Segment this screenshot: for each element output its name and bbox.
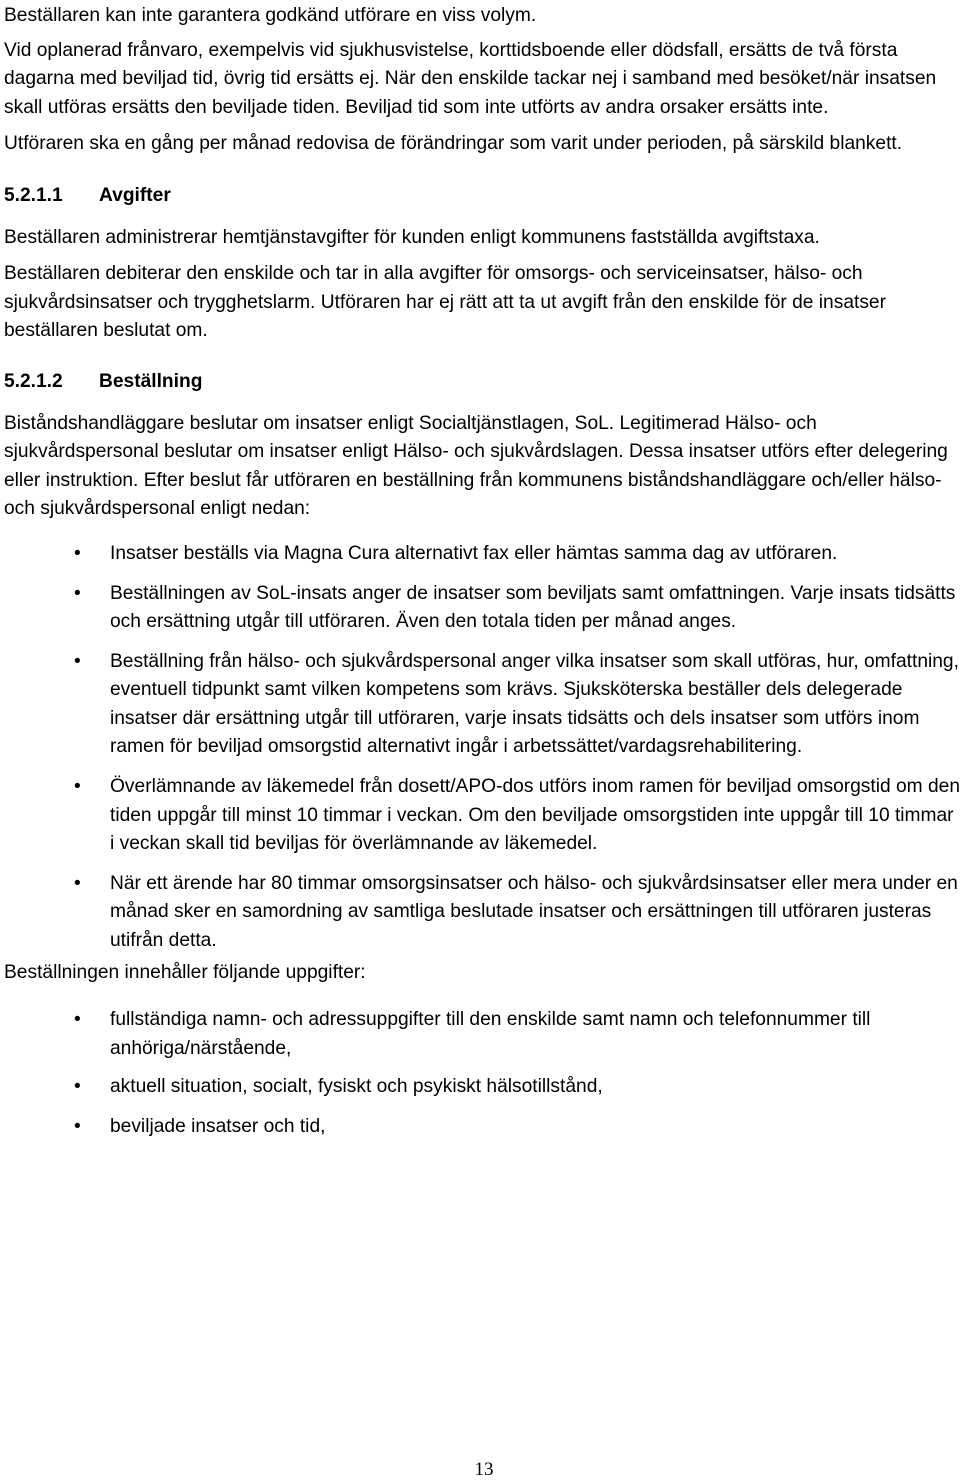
paragraph-fees-admin: Beställaren administrerar hemtjänstavgifter för kunden enligt kommunens fastställda avgiftstaxa. [4, 226, 820, 248]
section-heading-avgifter [4, 182, 960, 211]
paragraph-fees-debit: Beställaren debiterar den enskilde och tar in alla avgifter för omsorgs- och serviceinsatser, hälso- och sjukvårdsinsatser och trygghetslarm. Utföraren har ej rätt att ta ut avgift från den enskilde för de insatser beställaren beslutat om. [4, 263, 886, 342]
document-page [4, 0, 960, 1142]
paragraph-absence: Vid oplanerad frånvaro, exempelvis vid sjukhusvistelse, korttidsboende eller dödsfall, ersätts de två första dagarna med beviljad tid, övrig tid ersätts ej. När den enskilde tackar nej i samband med besöket/när insatsen skall utföras ersätts den beviljade tiden. Beviljad tid som inte utförts av andra orsaker ersätts inte. [4, 39, 937, 118]
paragraph-monthly-report: Utföraren ska en gång per månad redovisa de förändringar som varit under perioden, på särskild blankett. [4, 133, 903, 155]
section-heading-bestallning [4, 368, 960, 397]
list-item: • Beställning från hälso- och sjukvårdspersonal anger vilka insatser som skall utföras, hur, omfattning, eventuell tidpunkt samt vilken kompetens som krävs. Sjuksköterska beställer dels delegerade insatser där ersättning utgår till utföraren, varje insats tidsätts och dels insatser som utförs inom ramen för beviljad omsorgstid alternativt ingår i arbetssättet/vardagsrehabilitering. [4, 648, 960, 762]
list-item: • beviljade insatser och tid, [4, 1113, 960, 1142]
paragraph-volume: Beställaren kan inte garantera godkänd utförare en viss volym. [4, 5, 537, 26]
paragraph-order-decision: Biståndshandläggare beslutar om insatser enligt Socialtjänstlagen, SoL. Legitimerad Hälso- och sjukvårdspersonal beslutar om insatser enligt Hälso- och sjukvårdslagen. Dessa insatser utförs efter delegering eller instruktion. Efter beslut får utföraren en beställning från kommunens biståndshandläggare och/eller hälso- och sjukvårdspersonal enligt nedan: [4, 412, 948, 520]
list-item: • Insatser beställs via Magna Cura alternativt fax eller hämtas samma dag av utföraren. [4, 540, 960, 569]
list-item: • Beställningen av SoL-insats anger de insatser som beviljats samt omfattningen. Varje insats tidsätts och ersättning utgår till utföraren. Även den totala tiden per månad anges. [4, 580, 960, 637]
list-item: • Överlämnande av läkemedel från dosett/APO-dos utförs inom ramen för beviljad omsorgstid om den tiden uppgår till minst 10 timmar i veckan. Om den beviljade omsorgstiden inte uppgår till 10 timmar i veckan skall tid beviljas för överlämnande av läkemedel. [4, 773, 960, 859]
list-item: • När ett ärende har 80 timmar omsorgsinsatser och hälso- och sjukvårdsinsatser eller mera under en månad sker en samordning av samtliga beslutade insatser och ersättningen till utföraren justeras utifrån detta. [4, 870, 960, 956]
page-number: 13 [474, 1459, 494, 1480]
section-title: Avgifter [99, 184, 171, 206]
section-number: 5.2.1.1 [4, 184, 63, 206]
section-number: 5.2.1.2 [4, 370, 63, 392]
list-item: • fullständiga namn- och adressuppgifter till den enskilde samt namn och telefonnummer till anhöriga/närstående, [4, 1006, 960, 1063]
contents-bullet-list [4, 1006, 960, 1141]
section-title: Beställning [99, 370, 203, 392]
paragraph-order-contents: Beställningen innehåller följande uppgifter: [4, 961, 366, 983]
list-item: • aktuell situation, socialt, fysiskt och psykiskt hälsotillstånd, [4, 1073, 960, 1102]
order-bullet-list [4, 540, 960, 956]
